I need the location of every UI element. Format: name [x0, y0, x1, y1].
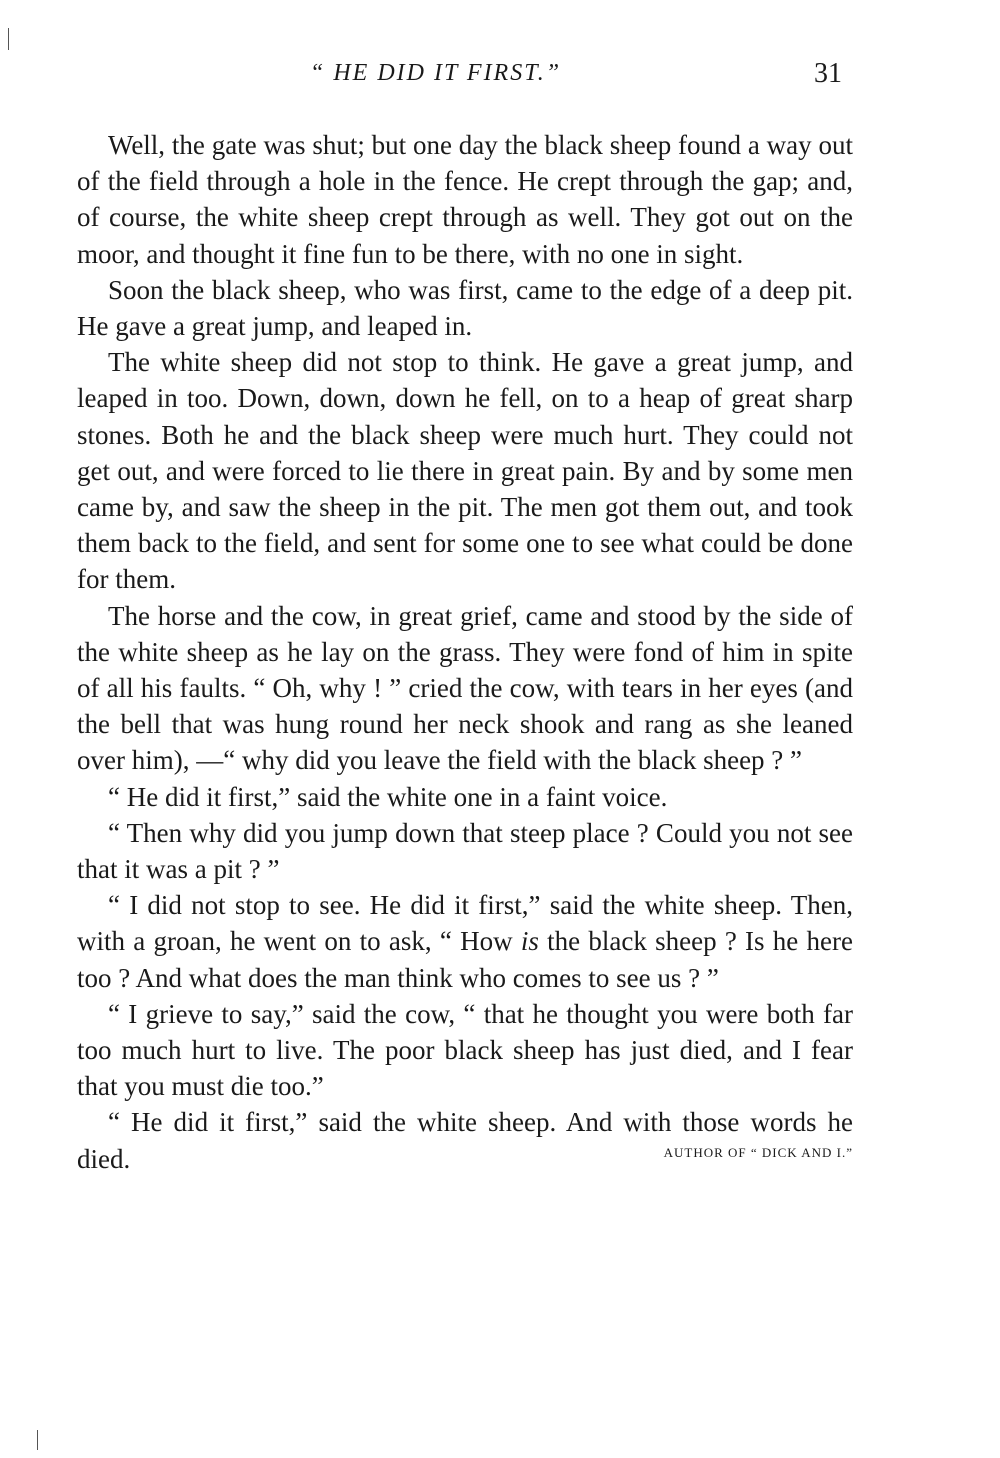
final-paragraph-text: “ He did it first,” said the white sheep. And with those words he died.: [77, 1107, 853, 1174]
margin-mark: [8, 28, 9, 50]
paragraph: The horse and the cow, in great grief, came and stood by the side of the white sheep as he lay on the grass. They were fond of him in spite of all his faults. “ Oh, why ! ” cried the cow, with tears in her eyes (and the bell that was hung round her neck shook and rang as she leaned over him), —“ why did you leave the field with the black sheep ? ”: [77, 600, 853, 776]
final-paragraph: [77, 1104, 853, 1176]
paragraph: “ He did it first,” said the white one in a faint voice.: [108, 781, 668, 812]
running-head: [0, 58, 1000, 94]
paragraph: “ Then why did you jump down that steep place ? Could you not see that it was a pit ? ”: [77, 817, 853, 885]
running-title: “ HE DID IT FIRST.”: [310, 60, 562, 86]
paragraph: [77, 887, 853, 996]
body-text: [77, 127, 853, 1177]
author-attribution: AUTHOR OF “ DICK AND I.”: [663, 1144, 853, 1160]
paragraph: Well, the gate was shut; but one day the black sheep found a way out of the field through a hole in the fence. He crept through the gap; and, of course, the white sheep crept through as well. They got out on the moor, and thought it fine fun to be there, with no one in sight.: [77, 130, 853, 269]
paragraph: Soon the black sheep, who was first, came to the edge of a deep pit. He gave a great jump, and leaped in.: [77, 274, 853, 342]
page-number: 31: [814, 58, 842, 89]
paragraph-text: “ I did not stop to see. He did it first,” said the white sheep. Then, with a groan, he went on to ask, “ How: [77, 890, 853, 957]
paragraph: The white sheep did not stop to think. He gave a great jump, and leaped in too. Down, down, down he fell, on to a heap of great sharp stones. Both he and the black sheep were much hurt. They could not get out, and were forced to lie there in great pain. By and by some men came by, and saw the sheep in the pit. The men got them out, and took them back to the field, and sent for some one to see what could be done for them.: [77, 347, 853, 595]
paragraph: “ I grieve to say,” said the cow, “ that he thought you were both far too much hurt to live. The poor black sheep has just died, and I fear that you must die too.”: [77, 998, 853, 1102]
paragraph-text: the black sheep ? Is he here too ? And what does the man think who comes to see us ? ”: [77, 926, 853, 993]
margin-mark: [37, 1430, 38, 1450]
emphasis-text: is: [520, 926, 539, 957]
